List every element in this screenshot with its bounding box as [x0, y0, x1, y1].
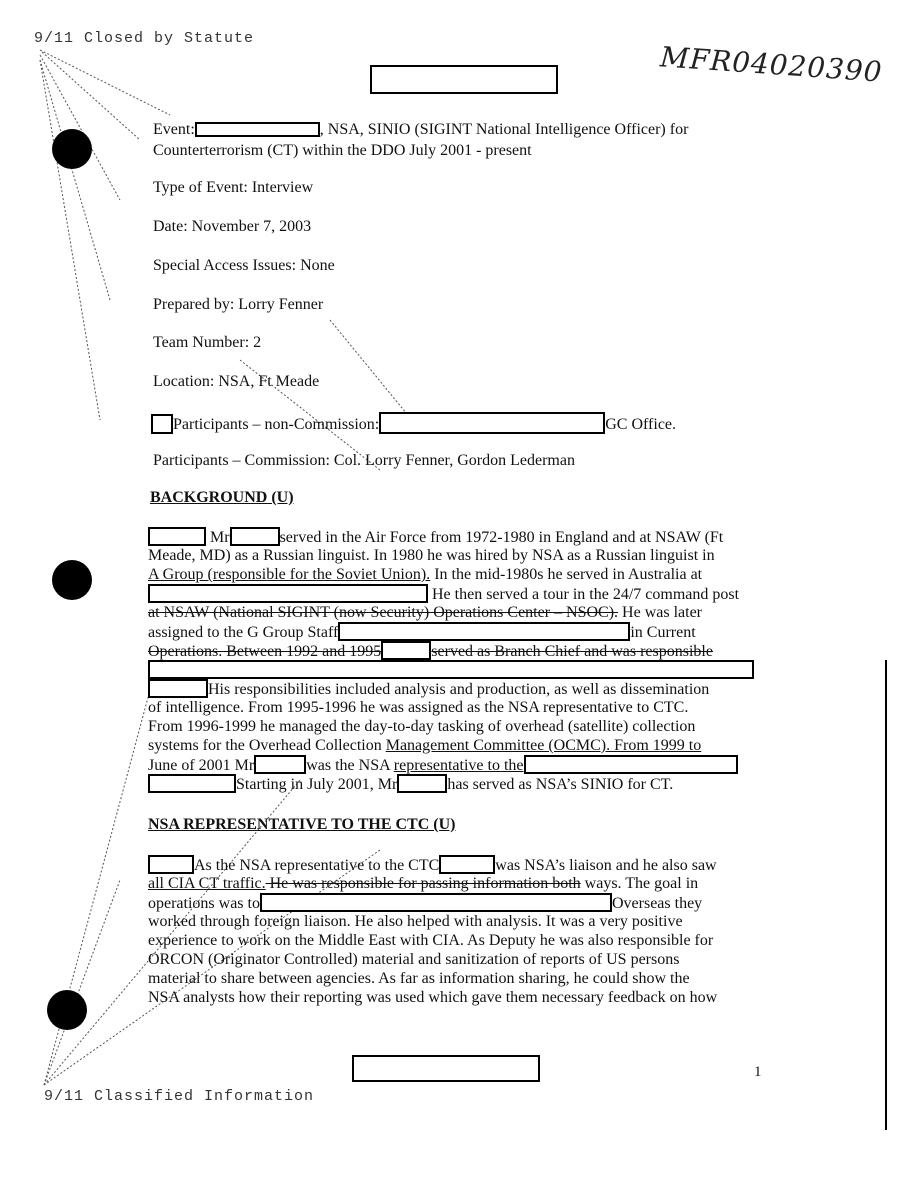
- punch-hole-middle: [52, 560, 92, 600]
- punch-hole-bottom: [47, 990, 87, 1030]
- event-text: , NSA, SINIO (SIGINT National Intelligence Officer) for: [319, 121, 689, 138]
- bottom-stamp: 9/11 Classified Information: [44, 1088, 315, 1105]
- background-paragraph: Mr served in the Air Force from 1972-1980 in England and at NSAW (Ft Meade, MD) as a Russian linguist. In 1980 he was hired by NSA as a Russian linguist in A Group (responsible for the Soviet Union). In the mid-1980s he served in Australia at He then served a tour in the 24/7 command post at NSAW (National SIGINT (now Security) Operations Center – NSOC). He was later assigned to the G Group Staff in Current Operations. Between 1992 and 1995 served as Branch Chief and was responsible His responsibilities included analysis and production, as well as dissemination of intelligence. From 1995-1996 he was assigned as the NSA representative to CTC. From 1996-1999 he managed the day-to-day tasking of overhead (satellite) collection systems for the Overhead Collection Management Committee (OCMC). From 1999 to June of 2001 Mr was the NSA representative to the Starting in July 2001, Mr has served as NSA’s SINIO for CT.: [148, 527, 768, 793]
- redaction-classification-mark: [151, 414, 173, 434]
- redaction-box-bottom: [352, 1055, 540, 1082]
- punch-hole-top: [52, 129, 92, 169]
- special-access: Special Access Issues: None: [153, 257, 335, 274]
- nsa-rep-heading: NSA REPRESENTATIVE TO THE CTC (U): [148, 816, 456, 833]
- location: Location: NSA, Ft Meade: [153, 373, 320, 390]
- participants-non-commission: Participants – non-Commission: GC Office.: [151, 412, 676, 434]
- redaction-event: [195, 122, 320, 137]
- background-heading: BACKGROUND (U): [150, 489, 294, 506]
- redaction-box-top: [370, 65, 558, 94]
- page-number: 1: [754, 1064, 762, 1080]
- team-number: Team Number: 2: [153, 334, 262, 351]
- top-stamp: 9/11 Closed by Statute: [34, 30, 255, 47]
- participants-commission: Participants – Commission: Col. Lorry Fenner, Gordon Lederman: [153, 452, 575, 469]
- event-label: Event:: [153, 121, 195, 138]
- event-line: [153, 121, 688, 139]
- handwritten-mfr-number: MFR04020390: [659, 40, 884, 89]
- type-of-event: Type of Event: Interview: [153, 179, 314, 196]
- margin-rule-right: [885, 660, 887, 1130]
- prepared-by: Prepared by: Lorry Fenner: [153, 296, 324, 313]
- event-line-2: Counterterrorism (CT) within the DDO July 2001 - present: [153, 142, 532, 159]
- event-date: Date: November 7, 2003: [153, 218, 312, 235]
- redaction-participants: [379, 412, 605, 434]
- nsa-rep-paragraph: As the NSA representative to the CTC was NSA’s liaison and he also saw all CIA CT traffic. He was responsible for passing information both ways. The goal in operations was to Overseas they worked through foreign liaison. He also helped with analysis. It was a very positive experience to work on the Middle East with CIA. As Deputy he was also responsible for ORCON (Originator Controlled) material and sanitization of reports of US persons material to share between agencies. As far as information sharing, he could show the NSA analysts how their reporting was used which gave them necessary feedback on how: [148, 857, 718, 1006]
